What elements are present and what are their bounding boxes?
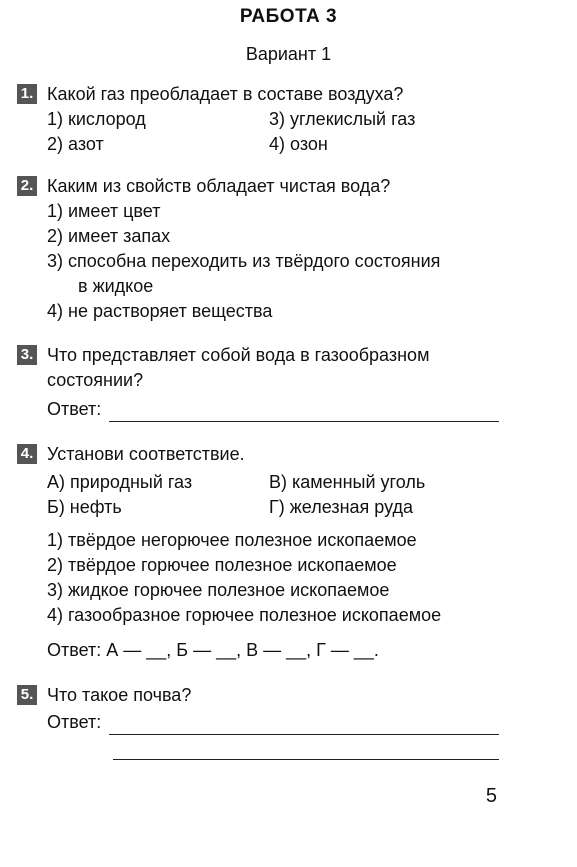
option-4: 4) не растворяет вещества — [47, 301, 273, 321]
question-number-badge: 3. — [17, 345, 37, 365]
option-3: 3) углекислый газ — [269, 109, 416, 129]
page-title: РАБОТА 3 — [239, 6, 338, 27]
option-2: 2) имеет запах — [47, 226, 171, 246]
answer-label: Ответ: — [47, 712, 102, 732]
answer-options — [47, 107, 517, 157]
question-4 — [17, 442, 517, 663]
question-number-badge: 1. — [17, 84, 37, 104]
answer-line[interactable] — [47, 397, 499, 422]
question-3 — [17, 343, 502, 422]
item-a: А) природный газ — [47, 472, 193, 492]
answer-label: Ответ: — [47, 399, 102, 419]
answer-options — [47, 199, 517, 324]
question-5 — [17, 683, 502, 760]
item-v: В) каменный уголь — [269, 472, 426, 492]
question-number-badge: 2. — [17, 176, 37, 196]
item-g: Г) железная руда — [269, 497, 413, 517]
question-2 — [17, 174, 517, 324]
answer-line[interactable] — [47, 710, 499, 735]
option-1: 1) имеет цвет — [47, 201, 161, 221]
question-text: Что представляет собой вода в газообразном состоянии? — [47, 345, 430, 390]
matching-answer-text[interactable]: Ответ: А — __, Б — __, В — __, Г — __. — [47, 640, 379, 660]
question-number-badge: 4. — [17, 444, 37, 464]
question-text: Какой газ преобладает в составе воздуха? — [47, 84, 404, 104]
option-1: 1) твёрдое негорючее полезное ископаемое — [47, 530, 417, 550]
answer-blank[interactable] — [109, 716, 499, 735]
matching-answer[interactable] — [47, 638, 517, 663]
option-1: 1) кислород — [47, 109, 146, 129]
option-3: 3) жидкое горючее полезное ископаемое — [47, 580, 390, 600]
option-3-continuation: в жидкое — [78, 276, 154, 296]
item-b: Б) нефть — [47, 497, 122, 517]
question-1 — [17, 82, 517, 157]
variant-subtitle: Вариант 1 — [245, 44, 332, 64]
question-text: Установи соответствие. — [47, 444, 245, 464]
page-number: 5 — [485, 785, 497, 807]
matching-options — [47, 528, 517, 628]
option-2: 2) твёрдое горючее полезное ископаемое — [47, 555, 397, 575]
question-text: Каким из свойств обладает чистая вода? — [47, 176, 391, 196]
option-3: 3) способна переходить из твёрдого состояния — [47, 251, 441, 271]
question-number-badge: 5. — [17, 685, 37, 705]
question-text: Что такое почва? — [47, 685, 192, 705]
answer-blank-second-line[interactable] — [113, 735, 499, 760]
matching-items — [47, 470, 517, 520]
option-4: 4) газообразное горючее полезное ископаемое — [47, 605, 442, 625]
option-4: 4) озон — [269, 134, 328, 154]
option-2: 2) азот — [47, 134, 104, 154]
answer-blank[interactable] — [109, 403, 499, 422]
